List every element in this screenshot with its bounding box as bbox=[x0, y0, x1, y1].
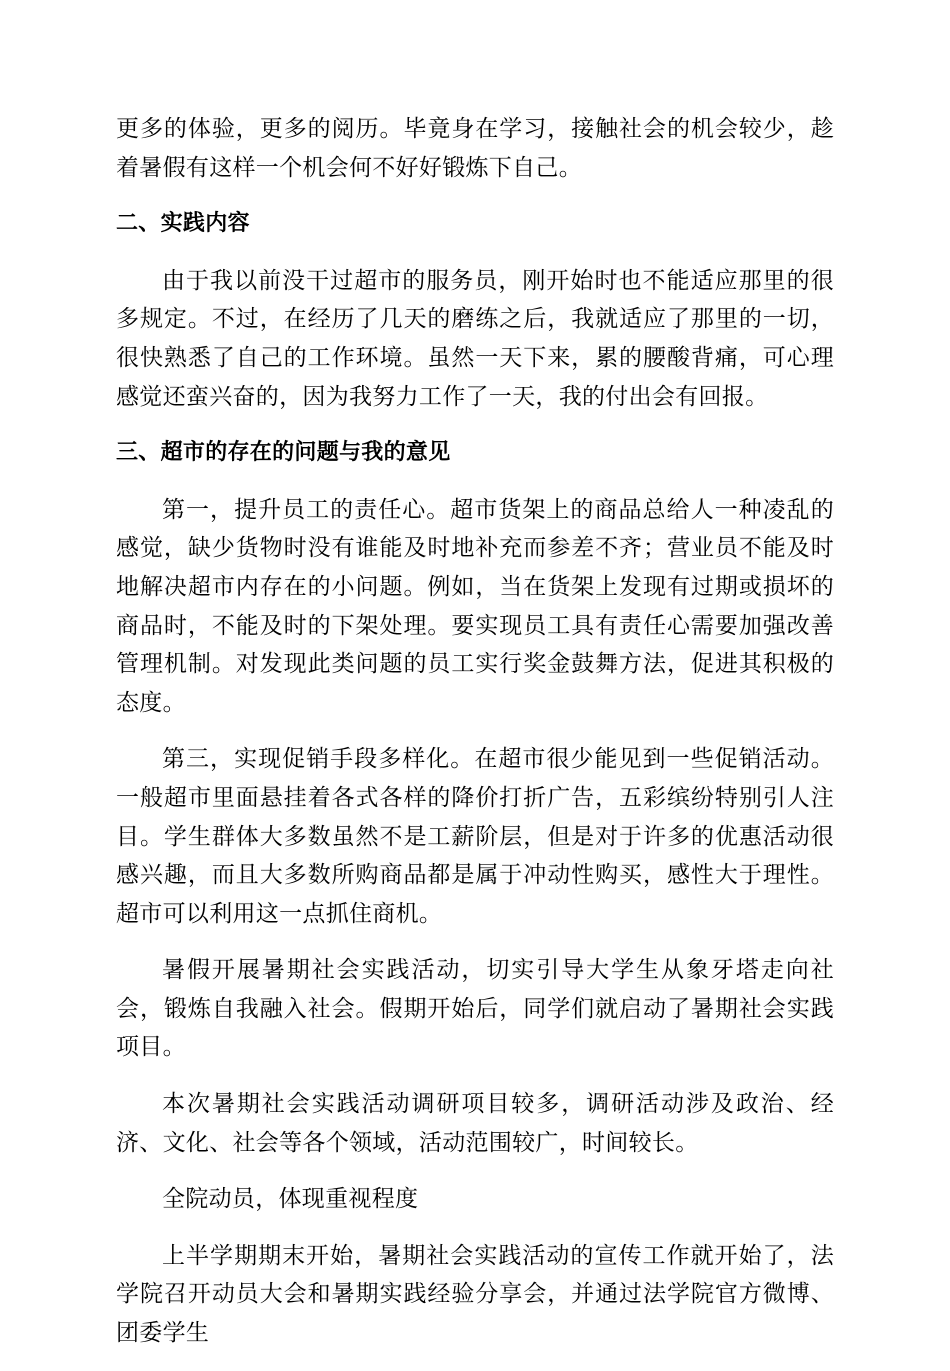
paragraph-mobilization-title: 全院动员，体现重视程度 bbox=[162, 1186, 419, 1213]
paragraph-practice-content: 由于我以前没干过超市的服务员，刚开始时也不能适应那里的很多规定。不过，在经历了几天的磨练之后，我就适应了那里的一切，很快熟悉了自己的工作环境。虽然一天下来，累的腰酸背痛，可心理感觉还蛮兴奋的，因为我努力工作了一天，我的付出会有回报。 bbox=[116, 267, 834, 410]
paragraph-summer-practice: 暑假开展暑期社会实践活动，切实引导大学生从象牙塔走向社会，锻炼自我融入社会。假期开始后，同学们就启动了暑期社会实践项目。 bbox=[116, 957, 834, 1061]
paragraph-experience: 更多的体验，更多的阅历。毕竟身在学习，接触社会的机会较少，趁着暑假有这样一个机会何不好好锻炼下自己。 bbox=[116, 116, 834, 181]
paragraph-publicity: 上半学期期末开始，暑期社会实践活动的宣传工作就开始了，法学院召开动员大会和暑期实践经验分享会，并通过法学院官方微博、团委学生 bbox=[116, 1242, 834, 1347]
paragraph-research-projects: 本次暑期社会实践活动调研项目较多，调研活动涉及政治、经济、文化、社会等各个领域，活动范围较广，时间较长。 bbox=[116, 1091, 834, 1156]
paragraph-responsibility: 第一，提升员工的责任心。超市货架上的商品总给人一种凌乱的感觉，缺少货物时没有谁能及时地补充而参差不齐；营业员不能及时地解决超市内存在的小问题。例如，当在货架上发现有过期或损坏的商品时，不能及时的下架处理。要实现员工具有责任心需要加强改善管理机制。对发现此类问题的员工实行奖金鼓舞方法，促进其积极的态度。 bbox=[116, 496, 834, 716]
document-page bbox=[116, 110, 834, 1371]
heading-practice-content: 二、实践内容 bbox=[116, 211, 250, 237]
heading-supermarket-problems: 三、超市的存在的问题与我的意见 bbox=[116, 440, 451, 466]
paragraph-promotion: 第三，实现促销手段多样化。在超市很少能见到一些促销活动。一般超市里面悬挂着各式各样的降价打折广告，五彩缤纷特别引人注目。学生群体大多数虽然不是工薪阶层，但是对于许多的优惠活动很感兴趣，而且大多数所购商品都是属于冲动性购买，感性大于理性。超市可以利用这一点抓住商机。 bbox=[116, 746, 834, 927]
